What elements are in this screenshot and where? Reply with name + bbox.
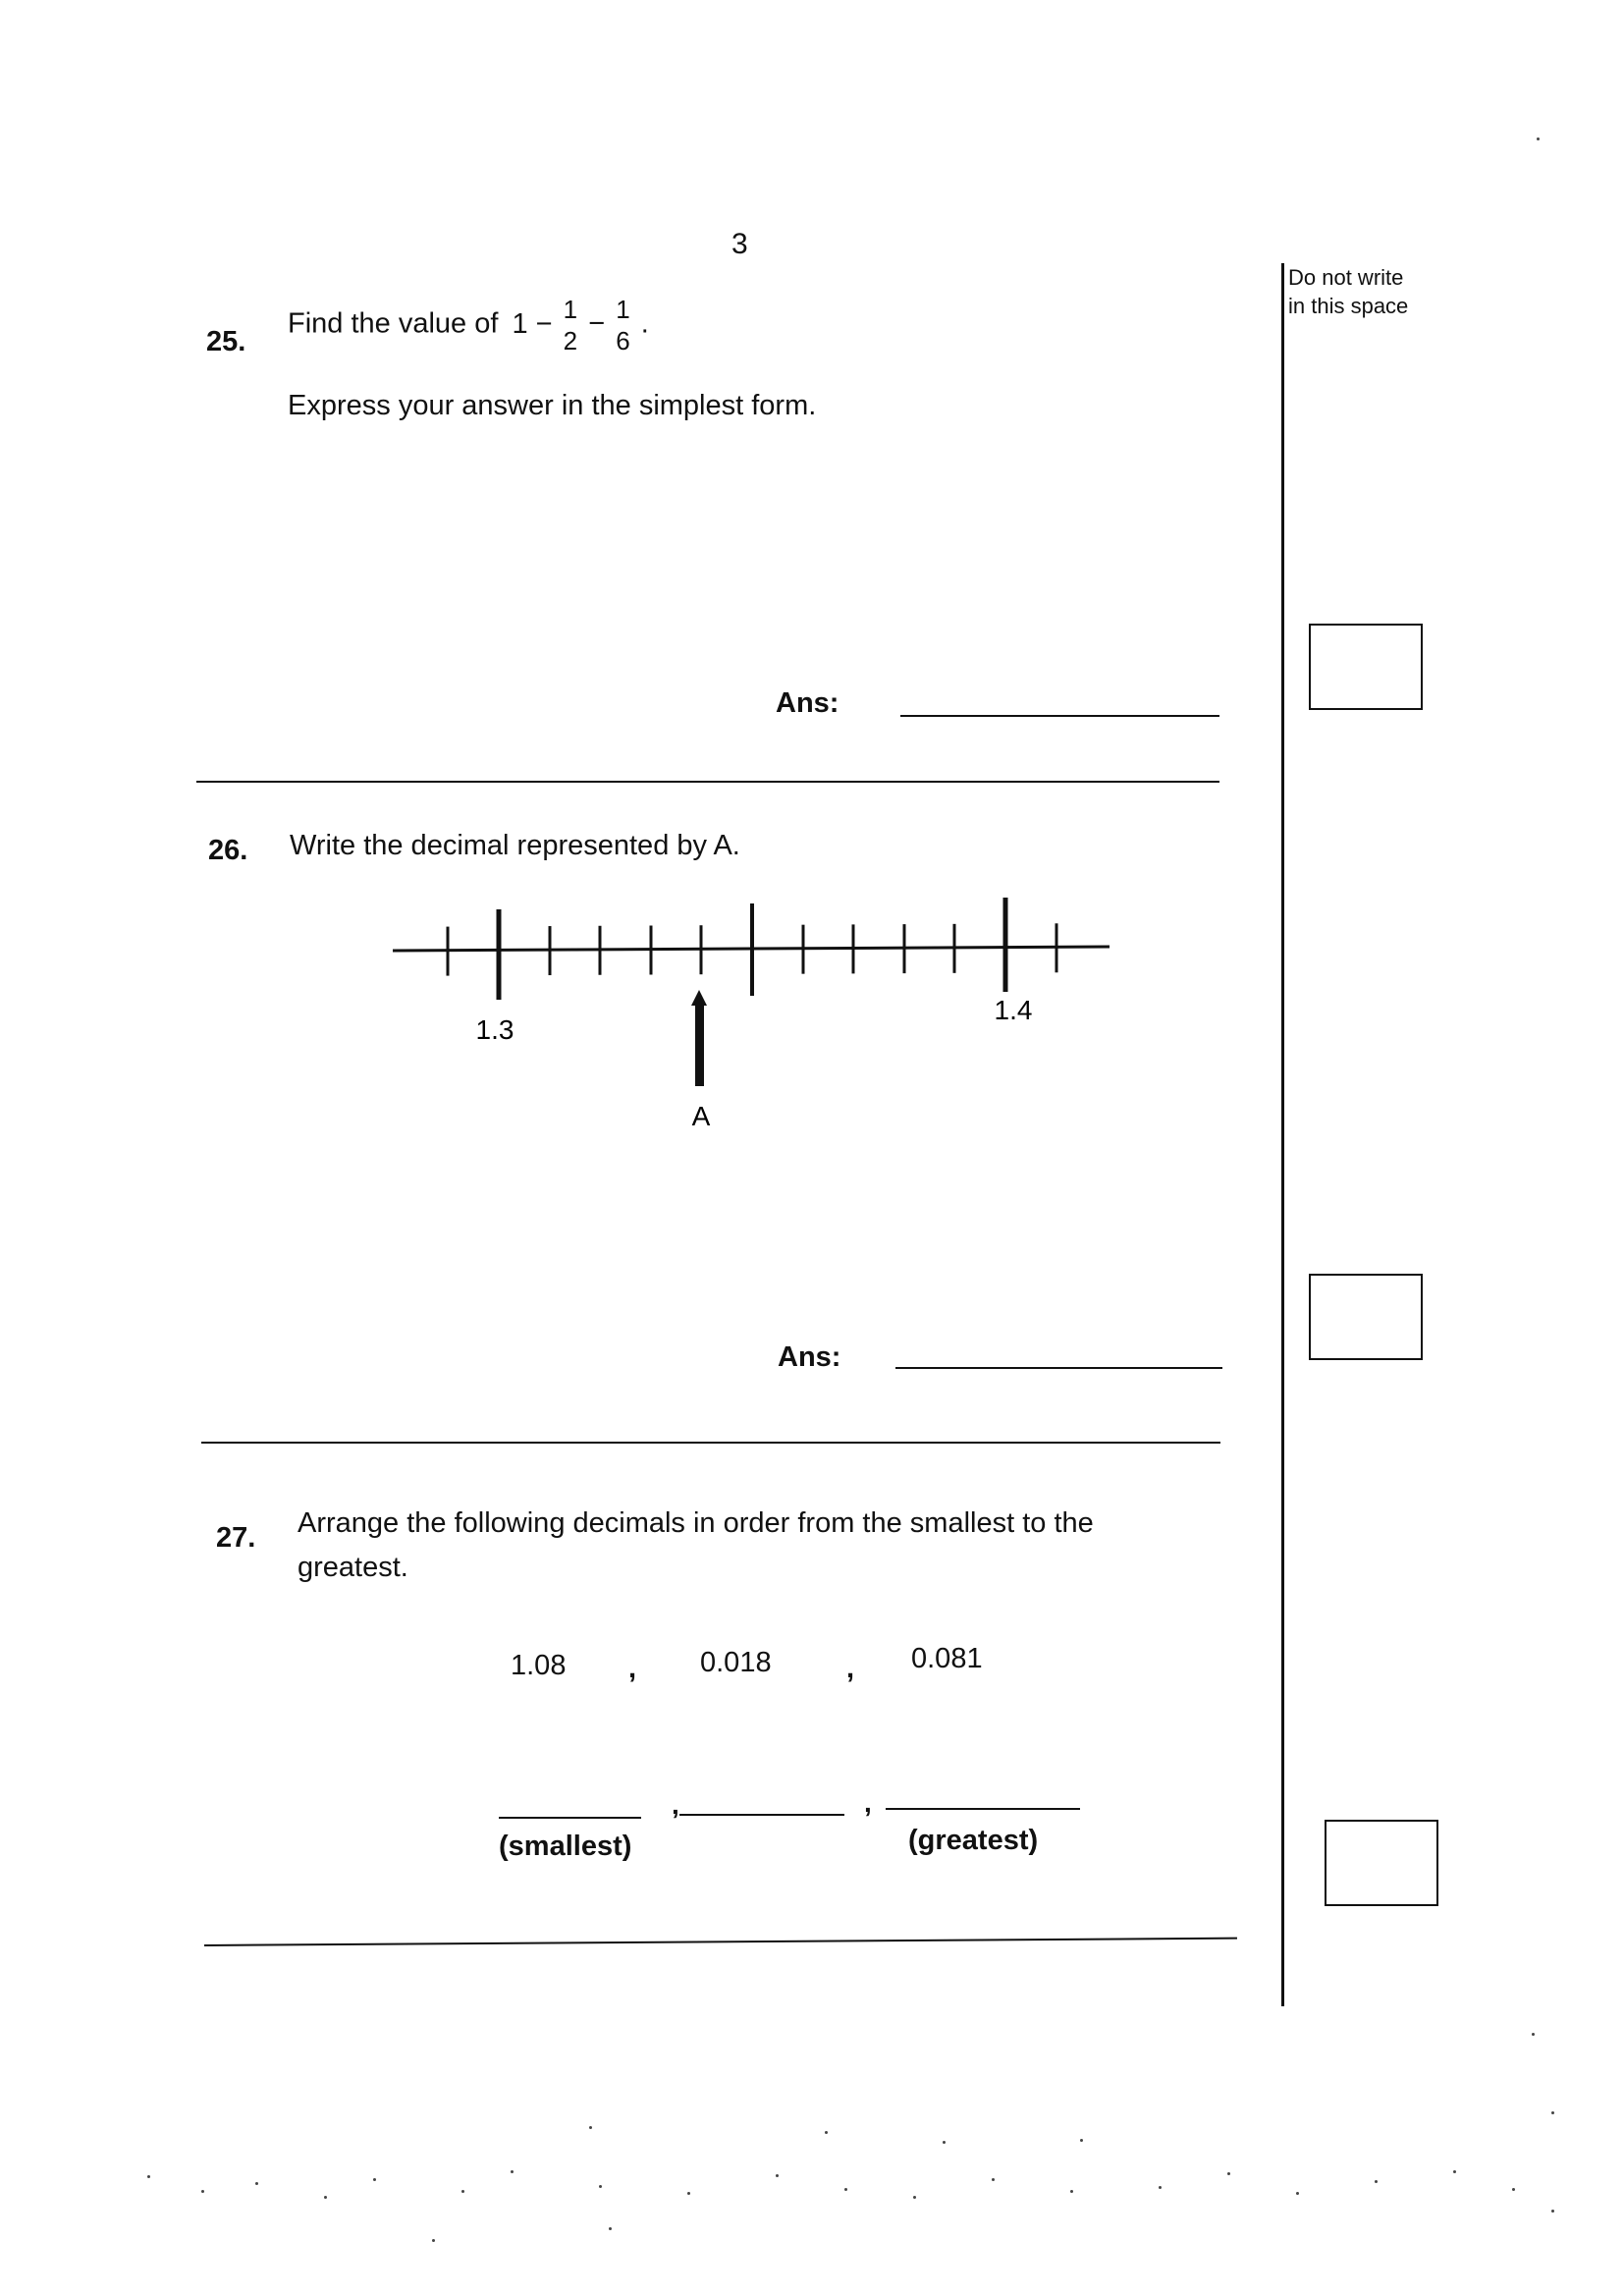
- question-26-prompt: Write the decimal represented by A.: [290, 830, 740, 861]
- fraction-one-sixth: [616, 297, 629, 354]
- scan-speck: [1532, 2033, 1535, 2036]
- value-2: 0.018: [700, 1647, 772, 1678]
- scan-speck: [147, 2175, 150, 2178]
- greatest-label: (greatest): [908, 1825, 1039, 1856]
- scan-speck: [1453, 2170, 1456, 2173]
- margin-note: [1288, 263, 1408, 320]
- scan-speck: [1551, 2111, 1554, 2114]
- fraction-one-half: [564, 297, 577, 354]
- question-25-answer-line[interactable]: [900, 715, 1219, 717]
- scan-speck: [1512, 2188, 1515, 2191]
- label-1-3: 1.3: [475, 1014, 514, 1045]
- fraction-1-denominator: 2: [563, 326, 578, 355]
- question-26-answer-line[interactable]: [895, 1367, 1222, 1369]
- scan-speck: [992, 2178, 995, 2181]
- scan-speck: [589, 2126, 592, 2129]
- question-26-number: 26.: [208, 835, 248, 866]
- expr-minus: −: [588, 307, 606, 340]
- scan-speck: [1070, 2190, 1073, 2193]
- scan-speck: [511, 2170, 514, 2173]
- scan-speck: [324, 2196, 327, 2199]
- page-number: 3: [731, 228, 748, 260]
- scan-speck: [776, 2174, 779, 2177]
- scan-speck: [609, 2227, 612, 2230]
- scan-speck: [599, 2185, 602, 2188]
- answer-blank-middle[interactable]: [679, 1814, 844, 1816]
- question-25-expression: [288, 297, 649, 354]
- question-25-ans-label: Ans:: [776, 687, 839, 719]
- scan-speck: [373, 2178, 376, 2181]
- blank-separator-2: ,: [864, 1787, 872, 1818]
- smallest-label: (smallest): [499, 1831, 632, 1862]
- value-separator-1: ,: [628, 1653, 637, 1684]
- section-divider-2: [201, 1442, 1220, 1444]
- scan-speck: [255, 2182, 258, 2185]
- question-25-instruction: Express your answer in the simplest form.: [288, 390, 817, 421]
- question-25-prompt: Find the value of: [288, 307, 499, 340]
- margin-note-line-1: Do not write: [1288, 265, 1404, 290]
- value-separator-2: ,: [846, 1653, 855, 1684]
- mark-box-q26[interactable]: [1309, 1274, 1423, 1360]
- scan-speck: [1551, 2210, 1554, 2213]
- arrow-shaft: [695, 1002, 704, 1086]
- arrow-label-a: A: [691, 1101, 711, 1131]
- number-line: [373, 874, 1139, 1149]
- section-divider-3: [204, 1938, 1237, 1946]
- scan-speck: [1296, 2192, 1299, 2195]
- fraction-2-denominator: 6: [616, 326, 630, 355]
- scan-speck: [432, 2239, 435, 2242]
- value-3: 0.081: [911, 1643, 983, 1674]
- value-1: 1.08: [511, 1650, 567, 1681]
- question-27-prompt-line-1: Arrange the following decimals in order from the smallest to the: [298, 1507, 1094, 1539]
- answer-blank-smallest[interactable]: [499, 1817, 641, 1819]
- mark-box-q27[interactable]: [1325, 1820, 1438, 1906]
- expr-end: .: [640, 307, 649, 340]
- question-26-ans-label: Ans:: [778, 1341, 841, 1373]
- question-27-number: 27.: [216, 1522, 256, 1554]
- scan-speck: [687, 2192, 690, 2195]
- section-divider-1: [196, 781, 1219, 783]
- scan-speck: [201, 2190, 204, 2193]
- fraction-1-numerator: 1: [563, 295, 578, 324]
- scan-speck: [844, 2188, 847, 2191]
- scan-speck: [1537, 137, 1540, 140]
- margin-rule: [1281, 263, 1284, 2006]
- scan-speck: [1375, 2180, 1378, 2183]
- answer-blank-greatest[interactable]: [886, 1808, 1080, 1810]
- scan-speck: [1159, 2186, 1162, 2189]
- fraction-2-numerator: 1: [616, 295, 630, 324]
- expr-lead: 1 −: [512, 307, 553, 340]
- label-1-4: 1.4: [994, 995, 1033, 1025]
- scan-speck: [461, 2190, 464, 2193]
- mark-box-q25[interactable]: [1309, 624, 1423, 710]
- blank-separator-1: ,: [672, 1789, 679, 1820]
- scan-speck: [943, 2141, 946, 2144]
- margin-note-line-2: in this space: [1288, 294, 1409, 318]
- scan-speck: [825, 2131, 828, 2134]
- scan-speck: [1080, 2139, 1083, 2142]
- scan-speck: [913, 2196, 916, 2199]
- scan-speck: [1227, 2172, 1230, 2175]
- question-27-prompt-line-2: greatest.: [298, 1552, 408, 1583]
- question-25-number: 25.: [206, 326, 246, 357]
